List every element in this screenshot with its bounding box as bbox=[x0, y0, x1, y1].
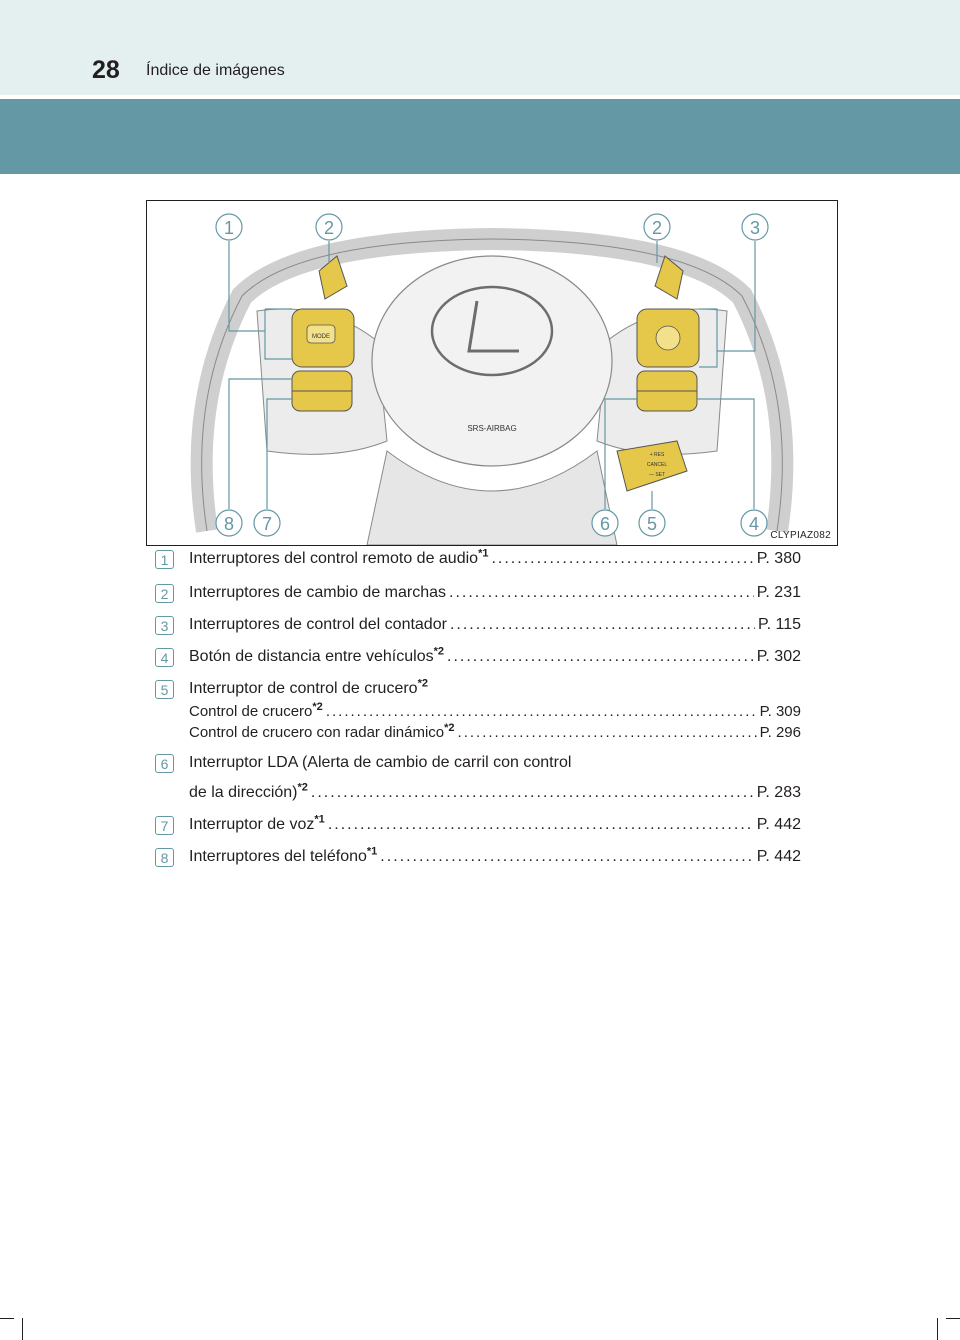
page-reference[interactable]: P. 380 bbox=[756, 550, 801, 567]
list-item bbox=[155, 813, 801, 840]
item-label: Interruptor de voz bbox=[189, 816, 315, 833]
sub-item-label: Control de crucero bbox=[189, 703, 313, 720]
item-label: Interruptores de control del contador bbox=[189, 616, 447, 633]
callout-7: 7 bbox=[261, 514, 273, 534]
callout-6: 6 bbox=[599, 514, 611, 534]
crop-mark bbox=[946, 1318, 960, 1319]
callout-2: 2 bbox=[323, 218, 335, 238]
dot-leader bbox=[449, 584, 754, 602]
item-number-badge: 5 bbox=[155, 680, 174, 699]
header-band bbox=[0, 99, 960, 174]
page-reference[interactable]: P. 442 bbox=[756, 848, 801, 865]
sub-item-label: Control de crucero con radar dinámico bbox=[189, 724, 445, 741]
footnote-marker: *2 bbox=[433, 645, 445, 658]
cruise-lever-text: + RES bbox=[649, 452, 665, 458]
page-number: 28 bbox=[92, 56, 120, 84]
dot-leader bbox=[458, 724, 757, 741]
mode-text: MODE bbox=[312, 334, 330, 340]
dot-leader bbox=[328, 816, 754, 834]
figure-code: CLYPIAZ082 bbox=[770, 530, 831, 541]
footnote-marker: *1 bbox=[314, 813, 325, 826]
footnote-marker: *2 bbox=[312, 701, 323, 713]
item-label: de la dirección) bbox=[189, 784, 298, 801]
page-header bbox=[0, 0, 960, 95]
dot-leader bbox=[450, 616, 755, 634]
page-reference[interactable]: P. 115 bbox=[757, 616, 801, 633]
item-number-badge: 3 bbox=[155, 616, 174, 635]
item-number-badge: 7 bbox=[155, 816, 174, 835]
sub-item bbox=[189, 724, 801, 741]
item-label: Interruptores del control remoto de audio bbox=[189, 550, 479, 567]
item-label: Interruptor LDA (Alerta de cambio de carril con control bbox=[189, 754, 572, 771]
page-reference[interactable]: P. 302 bbox=[756, 648, 801, 665]
cruise-lever-text: — SET bbox=[648, 472, 666, 478]
dot-leader bbox=[326, 703, 757, 720]
item-number-badge: 6 bbox=[155, 754, 174, 773]
footnote-marker: *2 bbox=[444, 722, 455, 734]
item-label: Interruptores del teléfono bbox=[189, 848, 367, 865]
dot-leader bbox=[491, 550, 753, 568]
list-item bbox=[155, 754, 801, 810]
footnote-marker: *2 bbox=[297, 781, 308, 794]
footnote-marker: *2 bbox=[417, 677, 428, 690]
callout-2: 2 bbox=[651, 218, 663, 238]
list-item bbox=[155, 547, 801, 574]
item-number-badge: 4 bbox=[155, 648, 174, 667]
crop-mark bbox=[22, 1318, 23, 1340]
cruise-lever-text: CANCEL bbox=[646, 462, 668, 468]
callout-5: 5 bbox=[646, 514, 658, 534]
callout-1: 1 bbox=[223, 218, 235, 238]
dot-leader bbox=[311, 784, 754, 802]
item-label: Interruptores de cambio de marchas bbox=[189, 584, 447, 601]
crop-mark bbox=[937, 1318, 938, 1340]
section-title: Índice de imágenes bbox=[146, 62, 285, 79]
item-number-badge: 2 bbox=[155, 584, 174, 603]
list-item bbox=[155, 845, 801, 872]
page-reference[interactable]: P. 231 bbox=[756, 584, 801, 601]
dot-leader bbox=[380, 848, 754, 866]
dot-leader bbox=[447, 648, 754, 666]
sub-item bbox=[189, 703, 801, 720]
item-number-badge: 8 bbox=[155, 848, 174, 867]
list-item bbox=[155, 616, 801, 640]
airbag-text: SRS-AIRBAG bbox=[467, 424, 517, 433]
item-label: Interruptor de control de crucero bbox=[189, 680, 418, 697]
callout-4: 4 bbox=[748, 514, 760, 534]
item-label: Botón de distancia entre vehículos bbox=[189, 648, 434, 665]
footnote-marker: *1 bbox=[478, 547, 489, 560]
list-item bbox=[155, 677, 801, 748]
page-reference[interactable]: P. 309 bbox=[759, 703, 801, 720]
crop-mark bbox=[0, 1318, 14, 1319]
page-reference[interactable]: P. 296 bbox=[759, 724, 801, 741]
callout-3: 3 bbox=[749, 218, 761, 238]
item-number-badge: 1 bbox=[155, 550, 174, 569]
list-item bbox=[155, 645, 801, 672]
footnote-marker: *1 bbox=[366, 845, 378, 858]
page-reference[interactable]: P. 283 bbox=[756, 784, 801, 801]
page-reference[interactable]: P. 442 bbox=[756, 816, 801, 833]
steering-wheel-figure bbox=[146, 200, 838, 546]
steering-wheel-illustration bbox=[147, 201, 837, 545]
callout-8: 8 bbox=[223, 514, 235, 534]
list-item bbox=[155, 584, 801, 608]
